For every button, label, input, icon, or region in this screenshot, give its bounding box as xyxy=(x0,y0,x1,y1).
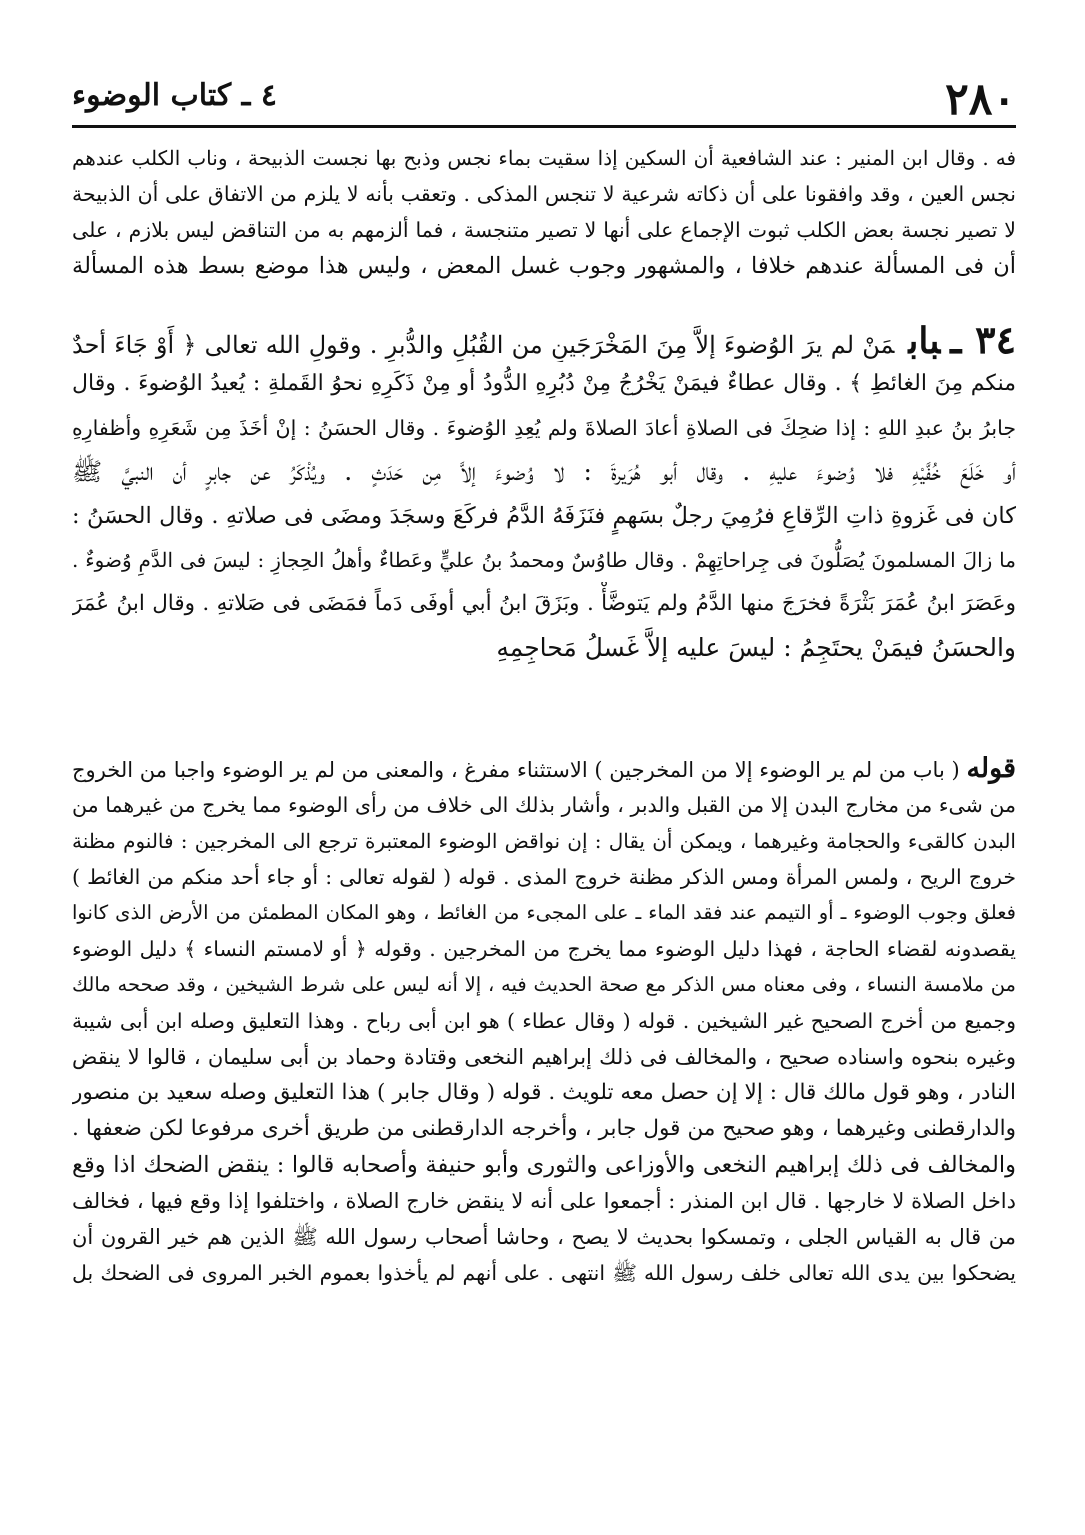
chapter-number: ٣٤ ـ xyxy=(950,318,1016,362)
commentary-line: والمخالف فى ذلك إبراهيم النخعى والأوزاعى والثورى وأبو حنيفة وأصحابه قالوا : ينقض الضحك اذا وقع xyxy=(72,1152,1016,1178)
commentary-text xyxy=(72,751,1016,1291)
text-line: أن فى المسألة عندهم خلافا ، والمشهور وجوب غسل المعض ، وليس هذا موضع بسط هذه المسألة xyxy=(72,253,1016,279)
header-divider xyxy=(72,125,1016,128)
chapter-title: مَنْ لم يرَ الوُضوءَ إلاَّ مِنَ المَخْرَجَينِ من القُبُلِ والدُّبرِ . وقولِ الله تعالى ﴿ أَوْ جَاءَ أحدٌ xyxy=(72,331,895,359)
commentary-line: وجميع من أخرج الصحيح غير الشيخين . قوله ( وقال عطاء ) هو ابن أبى رباح . وهذا التعليق وصله ابن أبى شيبة xyxy=(72,1009,1016,1033)
commentary-line: داخل الصلاة لا خارجها . قال ابن المنذر : أجمعوا على أنه لا ينقض خارج الصلاة ، واختلفوا إذا وقع فيها ، فخالف xyxy=(72,1189,1016,1213)
commentary-line: من ملامسة النساء ، وفى معناه مس الذكر مع صحة الحديث فيه ، إلا أنه ليس على شرط الشيخين ، وقد صححه مالك xyxy=(72,973,1016,996)
text-line: لا تصير نجسة بعض الكلب ثبوت الإجماع على أنها لا تصير متنجسة ، فما ألزمهم به من التناقض ليس بلازم ، على xyxy=(72,218,1016,242)
page-number: ٢٨٠ xyxy=(945,74,1016,125)
commentary-line: خروج الريح ، ولمس المرأة ومس الذكر مظنة خروج المذى . قوله ( لقوله تعالى : أو جاء أحد منكم من الغائط ) xyxy=(72,865,1016,889)
chapter-line: جابرُ بنُ عبدِ اللهِ : إذا ضحِكَ فى الصلاةِ أعادَ الصلاةَ ولم يُعِدِ الوُضوءَ . وقال الحسَنُ : إنْ أخَذَ مِن شَعَرِهِ وأظفارِهِ xyxy=(72,416,1016,440)
chapter-line: والحسَنُ فيمَنْ يحتَجِمُ : ليسَ عليه إلاَّ غَسلُ مَحاجِمِهِ xyxy=(496,633,1016,662)
chapter-line: كان فى غَزوةِ ذاتِ الرِّقاعِ فرُمِيَ رجلٌ بسَهمٍ فنَزَفَهُ الدَّمُ فركَعَ وسجَدَ ومضَى فى صلاتهِ . وقال الحسَنُ : xyxy=(72,503,1016,529)
chapter-line: منكم مِنَ الغائطِ ﴾ . وقال عطاءٌ فيمَنْ يَخْرُجُ مِنْ دُبُرِهِ الدُّودُ أو مِنْ ذَكَرِهِ نحوُ القَملةِ : يُعيدُ الوُضوءَ . وقال xyxy=(72,371,1016,396)
chapter-line: أو خَلَعَ خُفَّيْهِ فلا وُضوءَ عليهِ . وقال أبو هُرَيرةَ : لا وُضوءَ إلاَّ مِن حَدَثٍ . ويُذْكَرُ عن جابرٍ أن النبيَّ ﷺ xyxy=(72,457,1016,486)
intro-paragraph xyxy=(72,140,1016,284)
commentary-line xyxy=(72,751,1016,787)
running-title: ٤ ـ كتاب الوضوء xyxy=(72,78,278,113)
chapter-line: وعَصَرَ ابنُ عُمَرَ بَثْرَةً فخرَجَ منها الدَّمُ ولم يَتوضَّأْ . وبَزَقَ ابنُ أبي أوفَى دَماً فمَضَى فى صَلاتهِ . وقال ابنُ عُمَرَ xyxy=(72,591,1016,616)
commentary-line: البدن كالقىء والحجامة وغيرهما ، ويمكن أن يقال : إن نواقض الوضوء المعتبرة ترجع الى المخرجين : فالنوم مظنة xyxy=(72,829,1016,853)
commentary-line: فعلق وجوب الوضوء ـ أو التيمم عند فقد الماء ـ على المجىء من الغائط ، وهو المكان المطمئن من الأرض الذى كانوا xyxy=(72,901,1016,924)
commentary-line: النادر ، وهو قول مالك قال : إلا إن حصل معه تلويث . قوله ( وقال جابر ) هذا التعليق وصله سعيد بن منصور xyxy=(72,1080,1016,1105)
commentary-line: من قال به القياس الجلى ، وتمسكوا بحديث لا يصح ، وحاشا أصحاب رسول الله ﷺ الذين هم خير القرون أن xyxy=(72,1225,1016,1249)
commentary-line-rest: ( باب من لم ير الوضوء إلا من المخرجين ) الاستثناء مفرغ ، والمعنى من لم ير الوضوء واجبا من الخروج xyxy=(72,758,960,782)
commentary-line: يضحكوا بين يدى الله تعالى خلف رسول الله ﷺ انتهى . على أنهم لم يأخذوا بعموم الخبر المروى فى الضحك بل xyxy=(72,1261,1016,1285)
commentary-line: من شىء من مخارج البدن إلا من القبل والدبر ، وأشار بذلك الى خلاف من رأى الوضوء مما يخرج من غيرهما من xyxy=(72,793,1016,817)
commentary-line: وغيره بنحوه واسناده صحيح ، والمخالف فى ذلك إبراهيم النخعى وقتادة وحماد بن أبى سليمان ، قالوا لا ينقض xyxy=(72,1045,1016,1069)
text-line: فه . وقال ابن المنير : عند الشافعية أن السكين إذا سقيت بماء نجس وذبح بها نجست الذبيحة ، وناب الكلب عندهم xyxy=(72,146,1016,170)
commentary-line: يقصدونه لقضاء الحاجة ، فهذا دليل الوضوء مما يخرج من المخرجين . وقوله ﴿ أو لامستم النساء ﴾ دليل الوضوء xyxy=(72,937,1016,961)
commentary-line: والدارقطنى وغيرهما ، وهو صحيح من قول جابر ، وأخرجه الدارقطنى من طريق أخرى مرفوعا لكن ضعفها . xyxy=(72,1116,1016,1141)
page-header xyxy=(72,70,1016,128)
chapter-bab-word: باب xyxy=(908,320,941,362)
chapter-heading-line xyxy=(72,318,1016,362)
chapter-text xyxy=(72,318,1016,670)
qawl-marker: قوله xyxy=(966,753,1016,784)
chapter-line: ما زالَ المسلمونَ يُصَلُّونَ فى جِراحاتِهِمْ . وقال طاوُسٌ ومحمدُ بنُ عليٍّ وعَطاءٌ وأهلُ الحِجازِ : ليسَ فى الدَّمِ وُضوءٌ . xyxy=(72,548,1016,572)
text-line: نجس العين ، وقد وافقونا على أن ذكاته شرعية لا تنجس المذكى . وتعقب بأنه لا يلزم من الاتفاق على أن الذبيحة xyxy=(72,182,1016,206)
